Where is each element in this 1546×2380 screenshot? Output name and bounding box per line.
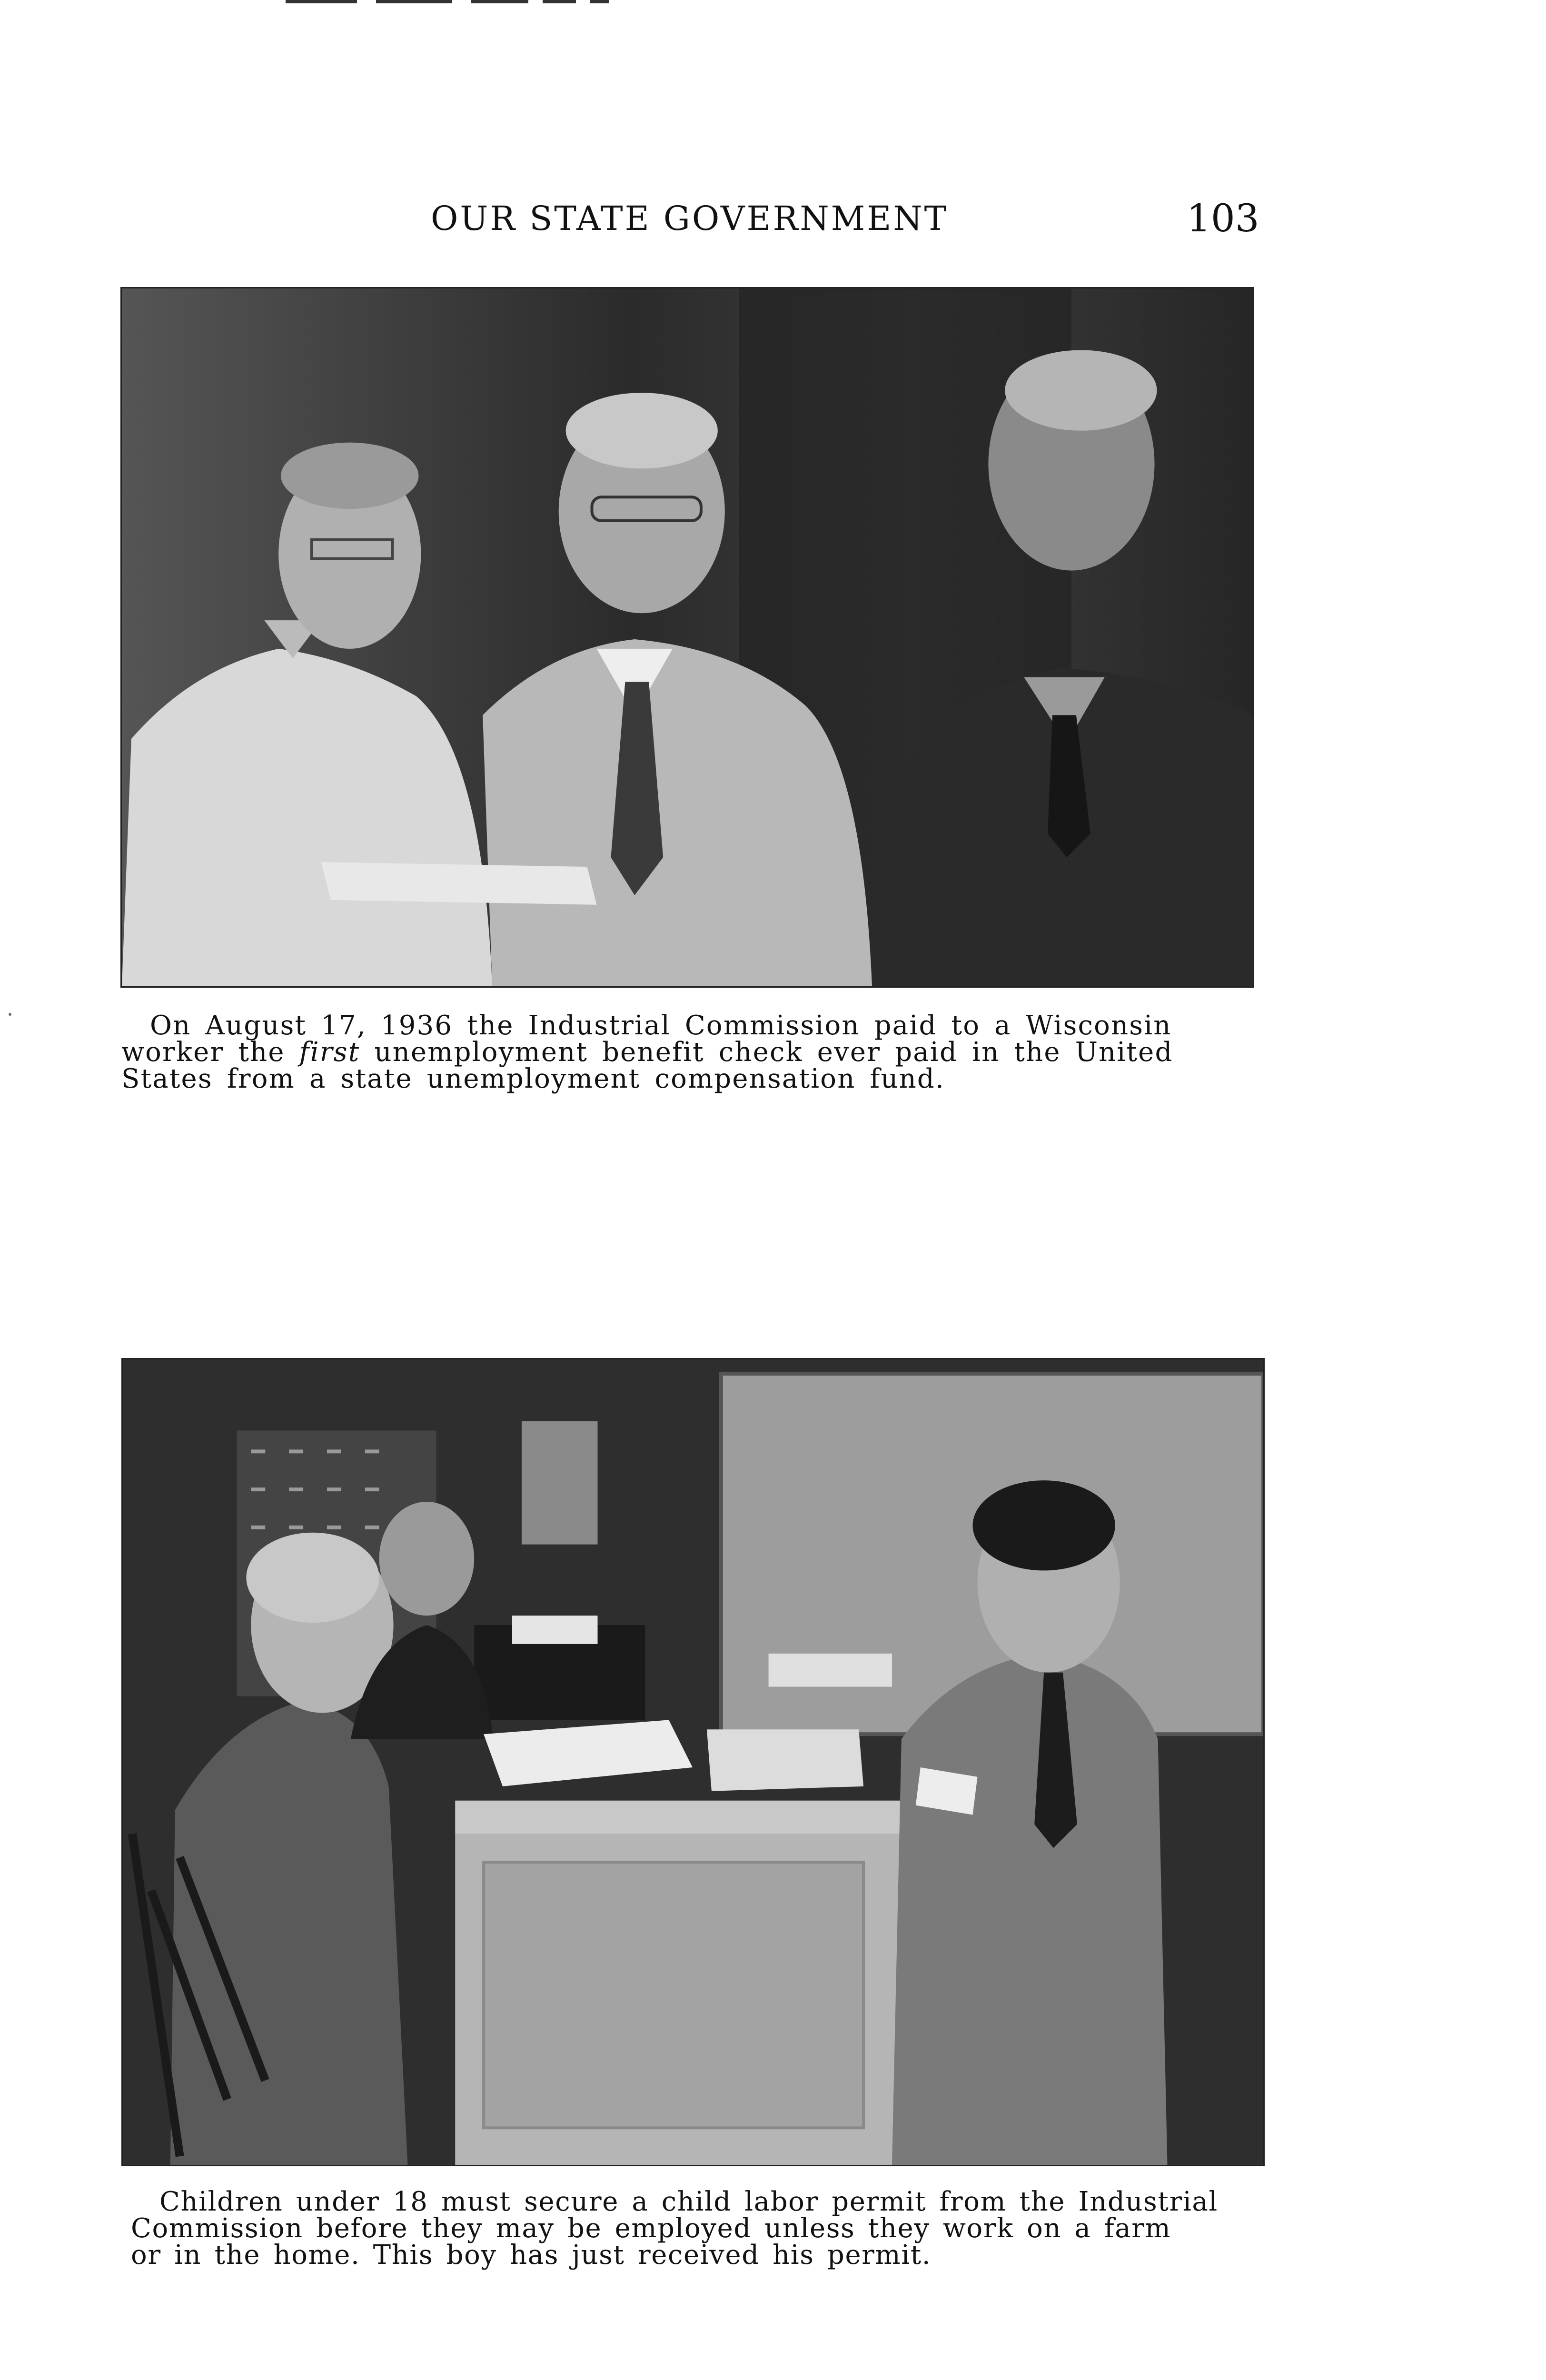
- photo-child-labor-permit: [121, 1358, 1265, 2166]
- caption-line: or in the home. This boy has just received his permit.: [131, 2240, 932, 2271]
- photo-benefit-check-image: [122, 288, 1253, 986]
- page-number: 103: [1187, 196, 1259, 240]
- top-edge-marks: [286, 0, 647, 4]
- caption-line: Children under 18 must secure a child labor permit from the Industrial: [159, 2186, 1218, 2217]
- photo-child-labor-permit-image: [123, 1359, 1263, 2165]
- caption-line: States from a state unemployment compensation fund.: [121, 1063, 945, 1094]
- caption-child-labor-permit: [131, 2186, 1273, 2271]
- photo-benefit-check: [120, 287, 1254, 988]
- print-speck: [9, 1013, 11, 1016]
- caption-line: On August 17, 1936 the Industrial Commission paid to a Wisconsin: [150, 1010, 1172, 1041]
- caption-line: Commission before they may be employed unless they work on a farm: [131, 2213, 1171, 2244]
- running-title: OUR STATE GOVERNMENT: [431, 199, 949, 238]
- caption-benefit-check: [121, 1012, 1264, 1092]
- caption-text: worker the: [121, 1037, 299, 1068]
- caption-line: [121, 1039, 1264, 1066]
- caption-emphasis: first: [299, 1037, 360, 1068]
- caption-text: unemployment benefit check ever paid in the United: [360, 1037, 1173, 1068]
